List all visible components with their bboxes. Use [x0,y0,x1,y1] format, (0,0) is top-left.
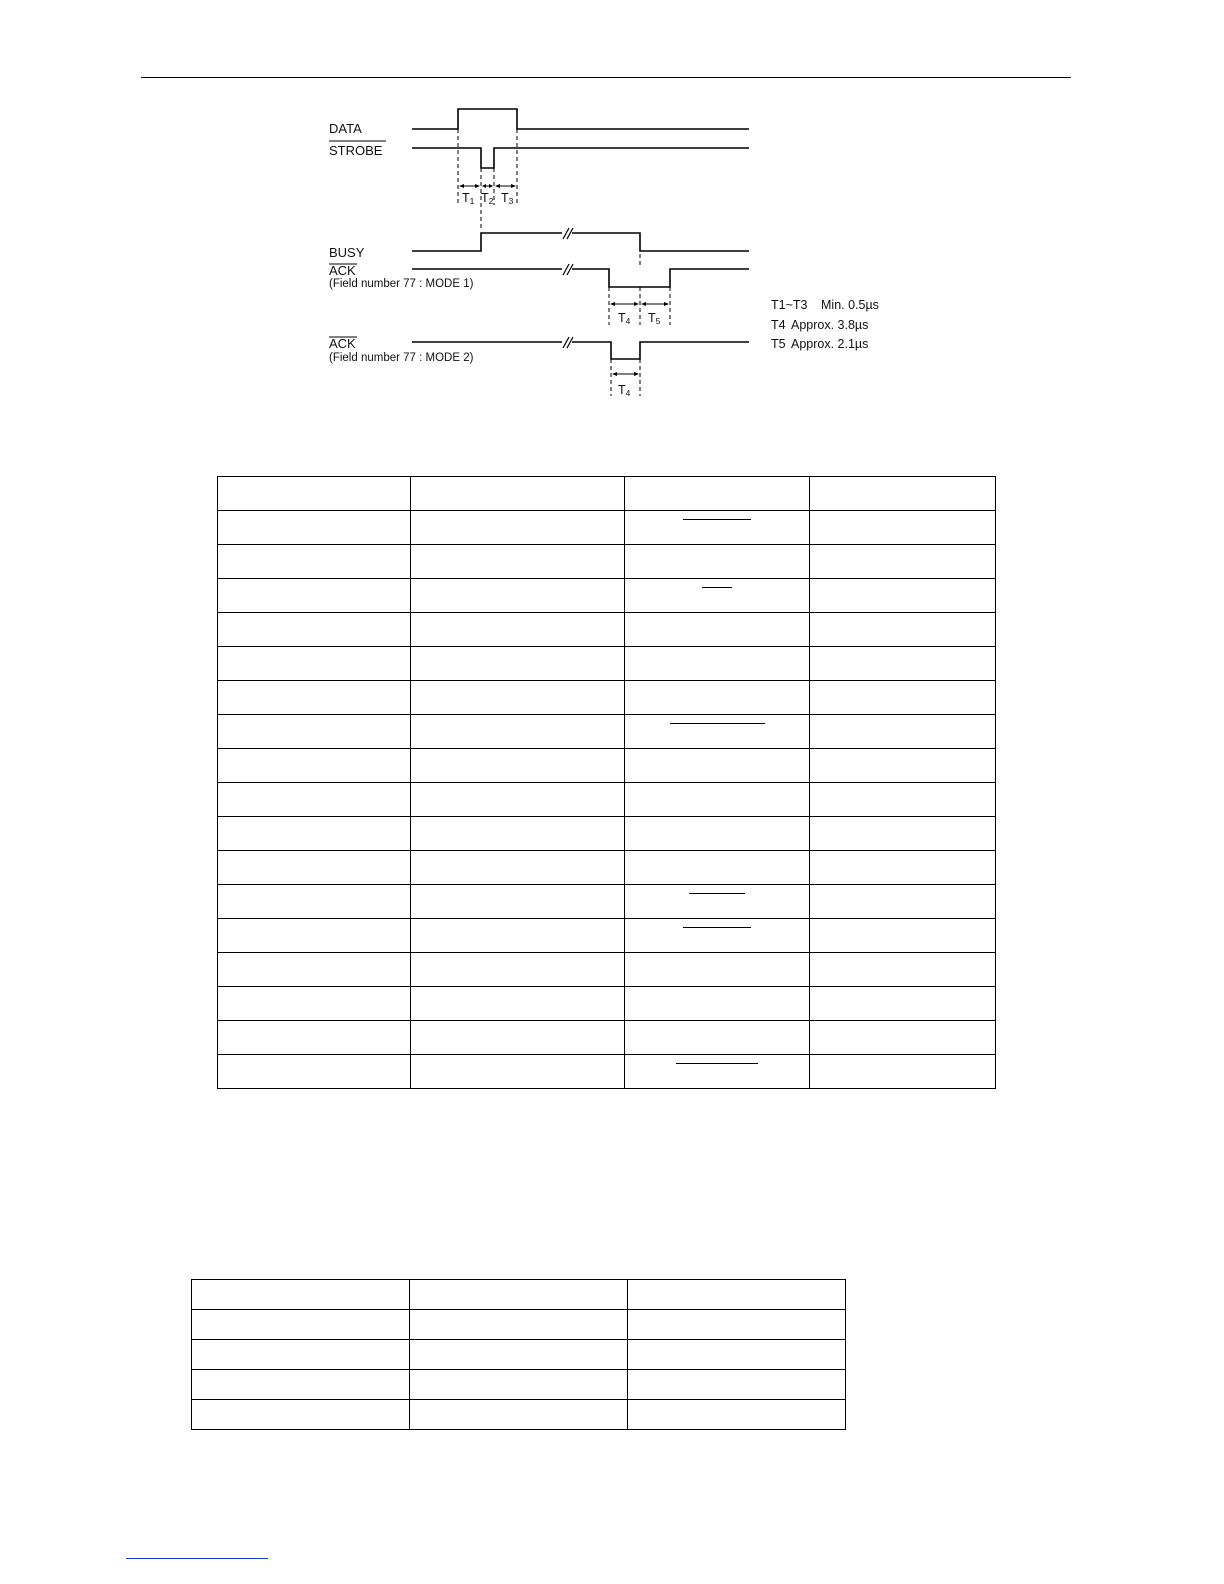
table-cell [411,987,625,1021]
legend-t4-label: T4 [771,318,786,332]
table-cell [218,715,411,749]
table-cell [411,511,625,545]
overline-mark [683,927,751,928]
table-cell [810,579,996,613]
table-cell [625,885,810,919]
settings-table [191,1279,846,1430]
interval-t2: T2 [481,191,494,206]
table-cell [218,885,411,919]
table-row [218,953,996,987]
table-cell [411,817,625,851]
label-busy: BUSY [329,245,365,260]
table-cell [625,851,810,885]
table-cell [625,919,810,953]
table-cell [810,987,996,1021]
table-cell [625,953,810,987]
table-cell [625,749,810,783]
table-cell [218,477,411,511]
interval-t5: T5 [648,311,661,326]
table-cell [625,715,810,749]
table-cell [410,1310,628,1340]
table-row [218,885,996,919]
busy-waveform [412,233,562,251]
table-row [218,579,996,613]
table-row [218,715,996,749]
table-cell [628,1400,846,1430]
note-mode1: (Field number 77 : MODE 1) [329,278,474,290]
pin-assignment-table [217,476,996,1089]
table-cell [192,1340,410,1370]
legend-t5-label: T5 [771,337,786,351]
table-row [218,511,996,545]
table-cell [218,817,411,851]
table-cell [411,851,625,885]
timing-diagram [0,0,1224,420]
table-cell [192,1370,410,1400]
table-row [218,477,996,511]
table-cell [625,817,810,851]
table-row [192,1340,846,1370]
interval-t4: T4 [618,311,631,326]
table-row [218,817,996,851]
table-cell [810,953,996,987]
legend-t4-value: Approx. 3.8µs [791,318,869,332]
overline-mark [676,1063,758,1064]
table-row [192,1280,846,1310]
strobe-waveform [412,148,749,168]
table-cell [628,1280,846,1310]
label-strobe: STROBE [329,143,383,158]
table-row [192,1400,846,1430]
table-cell [218,783,411,817]
table-cell [628,1310,846,1340]
table-cell [218,511,411,545]
table-cell [192,1400,410,1430]
label-data: DATA [329,121,362,136]
interval-t4-mode2: T4 [618,383,631,398]
table-cell [411,953,625,987]
legend-t1-t3-label: T1~T3 [771,298,808,312]
table-cell [218,579,411,613]
table-row [192,1370,846,1400]
table-row [218,647,996,681]
table-cell [411,681,625,715]
table-cell [192,1280,410,1310]
table-cell [810,1055,996,1089]
table-cell [411,647,625,681]
break-marks [563,228,573,348]
table-cell [625,613,810,647]
table-cell [218,647,411,681]
table-cell [810,647,996,681]
table-cell [810,613,996,647]
table-cell [410,1370,628,1400]
table-cell [411,783,625,817]
table-cell [810,545,996,579]
table-cell [218,613,411,647]
table-cell [218,545,411,579]
table-cell [411,749,625,783]
table-cell [625,579,810,613]
note-mode2: (Field number 77 : MODE 2) [329,352,474,364]
footer-link-underline[interactable] [126,1558,268,1559]
table-cell [218,749,411,783]
table-cell [218,851,411,885]
table-cell [628,1370,846,1400]
label-ack-mode2: ACK [329,336,356,351]
table-cell [625,1055,810,1089]
table-cell [810,885,996,919]
table-row [218,1021,996,1055]
table-cell [625,511,810,545]
table-cell [810,715,996,749]
table-cell [411,1055,625,1089]
table-row [192,1310,846,1340]
table-cell [411,919,625,953]
table-cell [410,1400,628,1430]
table-row [218,749,996,783]
table-cell [411,715,625,749]
table-cell [411,579,625,613]
table-cell [810,817,996,851]
legend-t5-value: Approx. 2.1µs [791,337,869,351]
table-cell [625,987,810,1021]
legend-t1-t3-value: Min. 0.5µs [821,298,879,312]
label-ack-mode1: ACK [329,263,356,278]
overline-mark [702,587,732,588]
table-cell [411,885,625,919]
table-cell [810,783,996,817]
table-row [218,851,996,885]
interval-t3: T3 [501,191,514,206]
table-cell [810,1021,996,1055]
overline-mark [683,519,751,520]
table-cell [218,681,411,715]
overline-mark [689,893,745,894]
table-cell [411,613,625,647]
table-cell [411,1021,625,1055]
table-cell [810,919,996,953]
timing-legend [771,298,879,351]
table-cell [625,477,810,511]
overline-mark [670,723,765,724]
table-row [218,987,996,1021]
table-cell [625,681,810,715]
table-row [218,613,996,647]
table-cell [218,919,411,953]
table-row [218,681,996,715]
table-cell [810,681,996,715]
table-row [218,1055,996,1089]
table-cell [628,1340,846,1370]
table-cell [218,987,411,1021]
table-cell [625,545,810,579]
table-row [218,545,996,579]
table-cell [218,953,411,987]
table-row [218,783,996,817]
table-cell [810,851,996,885]
table-cell [810,477,996,511]
table-cell [218,1055,411,1089]
table-cell [410,1280,628,1310]
table-cell [810,511,996,545]
table-cell [218,1021,411,1055]
table-cell [411,545,625,579]
table-cell [411,477,625,511]
data-waveform [412,109,749,129]
table-cell [410,1340,628,1370]
table-cell [625,647,810,681]
table-cell [192,1310,410,1340]
interval-t1: T1 [462,191,475,206]
table-cell [810,749,996,783]
table-cell [625,783,810,817]
table-cell [625,1021,810,1055]
table-row [218,919,996,953]
